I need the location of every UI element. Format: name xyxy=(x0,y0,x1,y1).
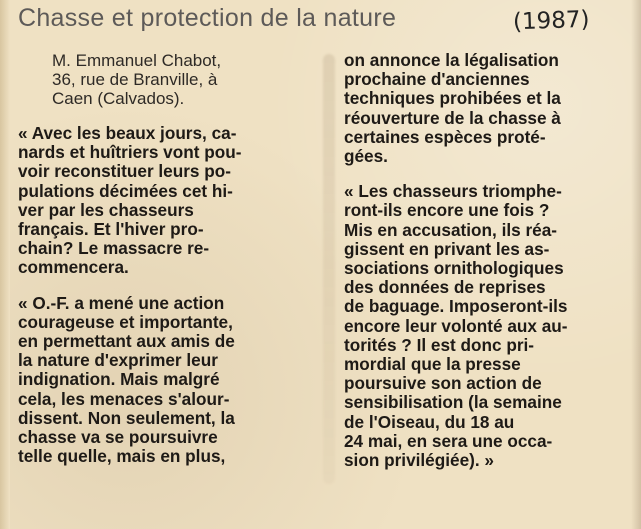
paragraph-3: on annonce la légalisation prochaine d'anciennes techniques prohibées et la réouverture de la chasse à certaines espèces proté- gées. xyxy=(344,50,561,167)
headline: Chasse et protection de la nature xyxy=(18,4,397,32)
left-column xyxy=(18,51,303,482)
paragraph-1: « Avec les beaux jours, ca- nards et huîtriers vont pou- voir reconstituer leurs po- pulations décimées cet hi- ver par les chasseurs français. Et l'hiver pro- chain? Le massacre re- commencera. xyxy=(18,123,242,278)
handwritten-year-note: (1987) xyxy=(512,6,590,36)
paragraph-2: « O.-F. a mené une action courageuse et importante, en permettant aux amis de la nature d'exprimer leur indignation. Mais malgré cela, les menaces s'alour- dissent. Non seulement, la chasse va se poursuivre telle quelle, mais en plus, xyxy=(18,292,235,467)
paper-edge-left xyxy=(0,0,10,529)
right-column xyxy=(344,51,623,486)
paragraph-4: « Les chasseurs triomphe- ront-ils encore une fois ? Mis en accusation, ils réa- gissent en privant les as- sociations ornithologiques des données de reprises de baguage. Imposeront-ils encore leur volonté aux au- torités ? Il est donc pri- mordial que la presse poursuive son action de sensibilisation (la semaine de l'Oiseau, du 18 au 24 mai, en sera une occa- sion privilégiée). » xyxy=(344,181,568,471)
author-address: M. Emmanuel Chabot, 36, rue de Branville, à Caen (Calvados). xyxy=(52,51,222,108)
paper-edge-right xyxy=(631,0,641,529)
column-gutter-shadow xyxy=(323,54,335,484)
